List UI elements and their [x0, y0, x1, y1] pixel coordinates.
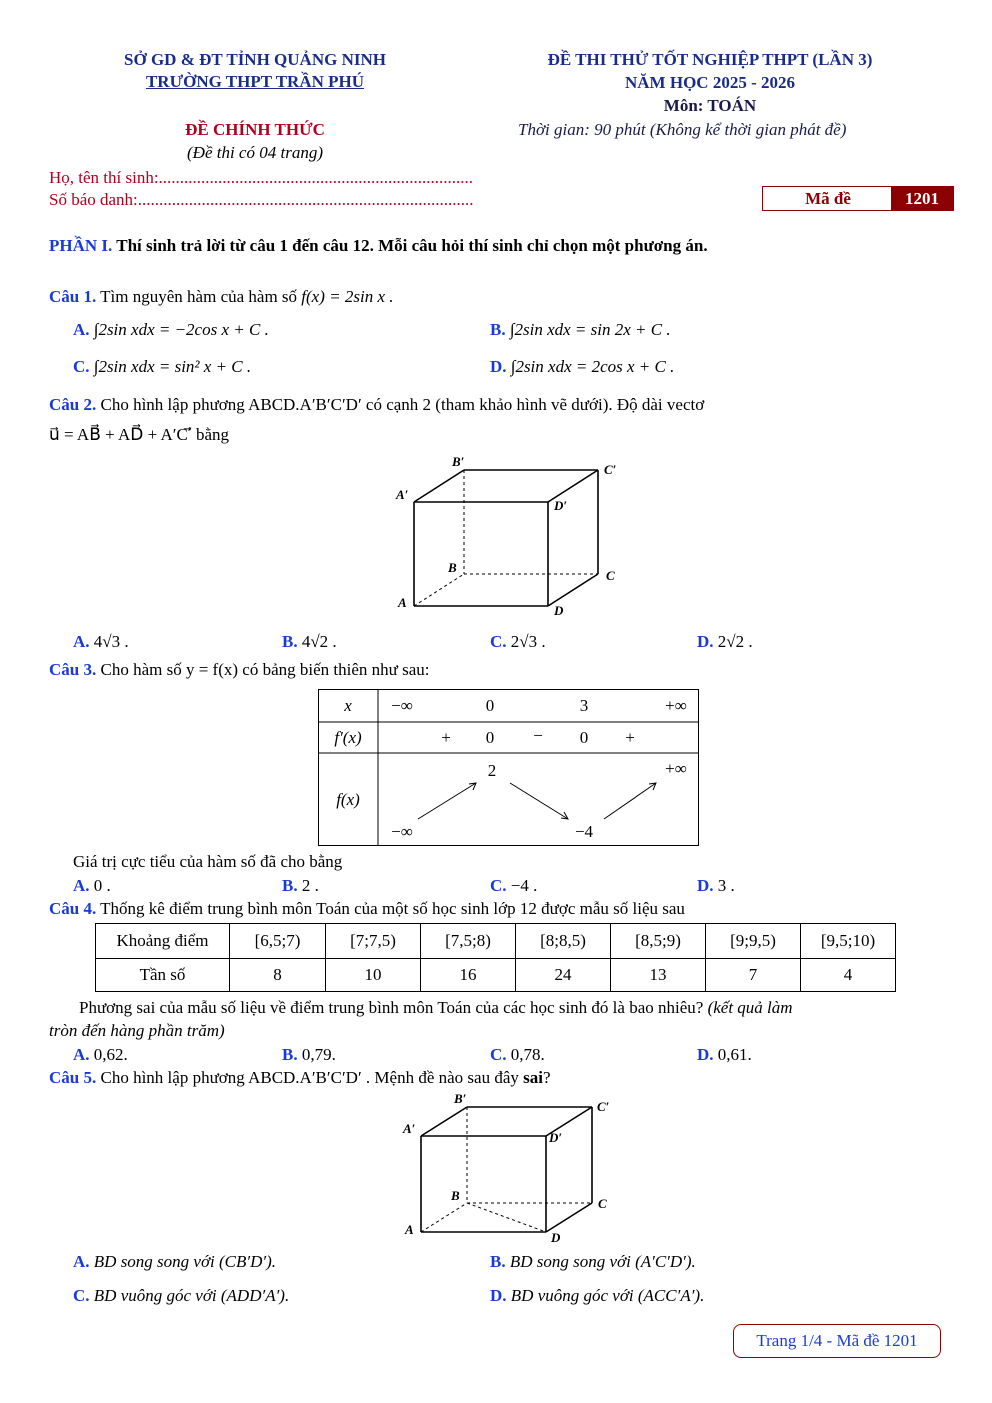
- q4-option-b-label: B.: [282, 1045, 298, 1064]
- hidden-edge: [414, 574, 464, 606]
- q4-option-c-label: C.: [490, 1045, 507, 1064]
- label-b: B: [451, 1188, 460, 1203]
- q5-option-a-text: BD song song với (CB′D′).: [93, 1252, 277, 1271]
- q4-note1: (kết quả làm: [703, 998, 793, 1017]
- fp-sign-1: +: [441, 728, 451, 747]
- fp-zero-1: 0: [485, 728, 495, 747]
- q4-option-c-text: 0,78.: [510, 1045, 545, 1064]
- label-d1: D′: [554, 498, 568, 513]
- q3-option-c[interactable]: [490, 876, 537, 896]
- q3-option-a-label: A.: [73, 876, 90, 895]
- q5-option-d[interactable]: [490, 1286, 704, 1306]
- f-neg-inf: −∞: [391, 822, 413, 841]
- q3-text: Cho hàm số y = f(x) có bảng biến thiên như sau:: [96, 660, 430, 679]
- q3-option-a[interactable]: [73, 876, 111, 896]
- q2-option-b-text: 4√2 .: [301, 632, 337, 651]
- q5-option-c[interactable]: [73, 1286, 289, 1306]
- q1-option-a-label: A.: [73, 320, 90, 339]
- part1-label: PHẦN I.: [49, 236, 113, 255]
- q1-option-d[interactable]: [490, 357, 674, 377]
- q3-option-d[interactable]: [697, 876, 735, 896]
- q2-option-c-text: 2√3 .: [510, 632, 546, 651]
- school-name: TRƯỜNG THPT TRẦN PHÚ: [145, 72, 365, 91]
- q1-option-c[interactable]: [73, 357, 251, 377]
- table-cell: 8: [230, 959, 326, 992]
- label-a1: A′: [403, 1121, 416, 1136]
- candidate-id-label: Số báo danh:...............................................................................: [49, 190, 474, 209]
- table-header-cell: [6,5;7): [230, 924, 326, 959]
- table-cell: 16: [421, 959, 516, 992]
- q2-stem-line2: u⃗ = AB⃗ + AD⃗ + A′C′⃗ bằng: [49, 425, 230, 444]
- table-header-cell: [8;8,5): [516, 924, 611, 959]
- q1-text: Tìm nguyên hàm của hàm số: [96, 287, 302, 306]
- label-b: B: [448, 560, 457, 575]
- q5-option-b-text: BD song song với (A′C′D′).: [509, 1252, 696, 1271]
- table-cell: 13: [611, 959, 706, 992]
- table-cell: 4: [801, 959, 896, 992]
- label-a1: A′: [396, 487, 409, 502]
- arrow-up-2: [604, 783, 656, 819]
- label-c: C: [598, 1196, 607, 1211]
- q2-option-d-text: 2√2 .: [717, 632, 753, 651]
- q5-option-c-label: C.: [73, 1286, 90, 1305]
- official-label: ĐỀ CHÍNH THỨC: [185, 120, 325, 139]
- label-c1: C′: [604, 462, 617, 477]
- q4-frequency-table: [95, 923, 896, 992]
- table-cell: 7: [706, 959, 801, 992]
- label-d: D: [554, 603, 564, 618]
- pages-note: (Đề thi có 04 trang): [187, 143, 323, 162]
- table-cell: 10: [326, 959, 421, 992]
- exam-title: ĐỀ THI THỬ TỐT NGHIỆP THPT (LẦN 3): [547, 50, 873, 69]
- subject: Môn: TOÁN: [663, 96, 757, 115]
- q4-label: Câu 4.: [49, 899, 97, 918]
- f-max: 2: [487, 761, 497, 780]
- q4-note2: tròn đến hàng phần trăm): [49, 1021, 225, 1040]
- q4-option-a-text: 0,62.: [93, 1045, 128, 1064]
- label-a: A: [398, 595, 407, 610]
- fp-label: f′(x): [334, 728, 362, 747]
- label-a: A: [405, 1222, 414, 1237]
- q4-option-d-label: D.: [697, 1045, 714, 1064]
- q2-cube-figure: [380, 452, 640, 622]
- table-header-cell: [7,5;8): [421, 924, 516, 959]
- q5-sai: sai: [523, 1068, 543, 1087]
- q5-option-a[interactable]: [73, 1252, 276, 1272]
- hidden-edge: [421, 1203, 467, 1232]
- table-header-cell: Khoảng điểm: [96, 924, 230, 959]
- q3-option-b-label: B.: [282, 876, 298, 895]
- q3-option-d-label: D.: [697, 876, 714, 895]
- edge: [546, 1203, 592, 1232]
- fp-sign-3: +: [625, 728, 635, 747]
- table-header-cell: [9;9,5): [706, 924, 801, 959]
- table-row: [96, 924, 896, 959]
- q5-option-a-label: A.: [73, 1252, 90, 1271]
- q2-option-a-text: 4√3 .: [93, 632, 129, 651]
- exam-code-label: Mã đề: [805, 189, 851, 208]
- q1-option-b[interactable]: [490, 320, 671, 340]
- hidden-edge: [467, 1203, 546, 1232]
- dept-name: SỞ GD & ĐT TỈNH QUẢNG NINH: [124, 50, 386, 69]
- school-year: NĂM HỌC 2025 - 2026: [625, 73, 795, 92]
- label-d: D: [551, 1230, 561, 1245]
- q1-option-b-label: B.: [490, 320, 506, 339]
- q1-option-d-label: D.: [490, 357, 507, 376]
- x-val-neg-inf: −∞: [391, 696, 413, 715]
- label-b1: B′: [452, 454, 465, 469]
- q5-option-d-text: BD vuông góc với (ACC′A′).: [510, 1286, 705, 1305]
- fp-zero-2: 0: [579, 728, 589, 747]
- q4-question-text: Phương sai của mẫu số liệu về điểm trung bình môn Toán của các học sinh đó là bao nhiêu?: [79, 998, 704, 1017]
- q5-label: Câu 5.: [49, 1068, 97, 1087]
- label-b1: B′: [454, 1091, 467, 1106]
- q2-option-a-label: A.: [73, 632, 90, 651]
- q2-option-a[interactable]: [73, 632, 129, 652]
- fp-sign-2: −: [533, 726, 543, 745]
- f-pos-inf: +∞: [665, 759, 687, 778]
- q4-stem: [49, 899, 685, 919]
- q1-expr: f(x) = 2sin x .: [301, 287, 394, 306]
- label-c: C: [606, 568, 615, 583]
- table-cell: Tần số: [96, 959, 230, 992]
- q1-option-a-text: ∫2sin xdx = −2cos x + C .: [93, 320, 269, 339]
- q3-label: Câu 3.: [49, 660, 97, 679]
- q5-cube-figure: [388, 1090, 638, 1250]
- label-c1: C′: [597, 1099, 610, 1114]
- x-val-0: 0: [485, 696, 495, 715]
- q2-option-d[interactable]: [697, 632, 753, 652]
- q4-question: [79, 998, 793, 1018]
- table-header-cell: [8,5;9): [611, 924, 706, 959]
- x-label: x: [344, 696, 352, 715]
- label-d1: D′: [549, 1130, 563, 1145]
- q1-option-b-text: ∫2sin xdx = sin 2x + C .: [509, 320, 671, 339]
- f-min: −4: [574, 822, 594, 841]
- q3-option-a-text: 0 .: [93, 876, 111, 895]
- table-header-cell: [7;7,5): [326, 924, 421, 959]
- edge: [548, 574, 598, 606]
- edge: [421, 1107, 467, 1136]
- q1-label: Câu 1.: [49, 287, 97, 306]
- q5-option-b[interactable]: [490, 1252, 696, 1272]
- q2-option-b[interactable]: [282, 632, 337, 652]
- q4-option-a-label: A.: [73, 1045, 90, 1064]
- table-row: [96, 959, 896, 992]
- part1-heading: [49, 236, 708, 256]
- q3-question: Giá trị cực tiểu của hàm số đã cho bằng: [73, 852, 343, 871]
- q5-stem: [49, 1068, 551, 1088]
- q3-option-b-text: 2 .: [301, 876, 319, 895]
- q4-option-a[interactable]: [73, 1045, 128, 1065]
- q3-variation-table: [318, 689, 700, 847]
- q3-option-c-text: −4 .: [510, 876, 538, 895]
- q4-text: Thống kê điểm trung bình môn Toán của một số học sinh lớp 12 được mẫu số liệu sau: [96, 899, 685, 918]
- exam-time: Thời gian: 90 phút (Không kể thời gian phát đề): [518, 120, 847, 139]
- page-footer: Trang 1/4 - Mã đề 1201: [733, 1324, 941, 1358]
- q2-label: Câu 2.: [49, 395, 97, 414]
- table-border: [319, 690, 699, 846]
- table-header-cell: [9,5;10): [801, 924, 896, 959]
- exam-code-box: [762, 186, 954, 211]
- table-cell: 24: [516, 959, 611, 992]
- q3-option-d-text: 3 .: [717, 876, 735, 895]
- x-val-pos-inf: +∞: [665, 696, 687, 715]
- q3-option-b[interactable]: [282, 876, 319, 896]
- q1-option-c-text: ∫2sin xdx = sin² x + C .: [93, 357, 252, 376]
- q4-option-d-text: 0,61.: [717, 1045, 752, 1064]
- q4-option-b-text: 0,79.: [301, 1045, 336, 1064]
- exam-code-value: 1201: [891, 187, 953, 210]
- q5-text: Cho hình lập phương ABCD.A′B′C′D′ . Mệnh đề nào sau đây: [96, 1068, 524, 1087]
- x-val-3: 3: [579, 696, 589, 715]
- q4-option-b[interactable]: [282, 1045, 336, 1065]
- q4-option-c[interactable]: [490, 1045, 545, 1065]
- q5-option-d-label: D.: [490, 1286, 507, 1305]
- q1-option-a[interactable]: [73, 320, 269, 340]
- arrow-down: [510, 783, 568, 819]
- q3-option-c-label: C.: [490, 876, 507, 895]
- f-label: f(x): [336, 790, 360, 809]
- q1-option-d-text: ∫2sin xdx = 2cos x + C .: [510, 357, 675, 376]
- q2-stem-line1: [49, 395, 944, 415]
- q2-option-c[interactable]: [490, 632, 546, 652]
- edge: [414, 470, 464, 502]
- candidate-name-label: Họ, tên thí sinh:..........................................................................: [49, 168, 474, 187]
- q3-stem: [49, 660, 429, 680]
- arrow-up-1: [418, 783, 476, 819]
- q2-option-b-label: B.: [282, 632, 298, 651]
- part1-text: Thí sinh trả lời từ câu 1 đến câu 12. Mỗi câu hỏi thí sinh chỉ chọn một phương án.: [112, 236, 708, 255]
- q5-end: ?: [542, 1068, 551, 1087]
- q2-line1: Cho hình lập phương ABCD.A′B′C′D′ có cạnh 2 (tham khảo hình vẽ dưới). Độ dài vectơ: [96, 395, 705, 414]
- q2-option-d-label: D.: [697, 632, 714, 651]
- q1-stem: [49, 287, 394, 307]
- q5-option-c-text: BD vuông góc với (ADD′A′).: [93, 1286, 290, 1305]
- q5-option-b-label: B.: [490, 1252, 506, 1271]
- q4-option-d[interactable]: [697, 1045, 752, 1065]
- q1-option-c-label: C.: [73, 357, 90, 376]
- q2-option-c-label: C.: [490, 632, 507, 651]
